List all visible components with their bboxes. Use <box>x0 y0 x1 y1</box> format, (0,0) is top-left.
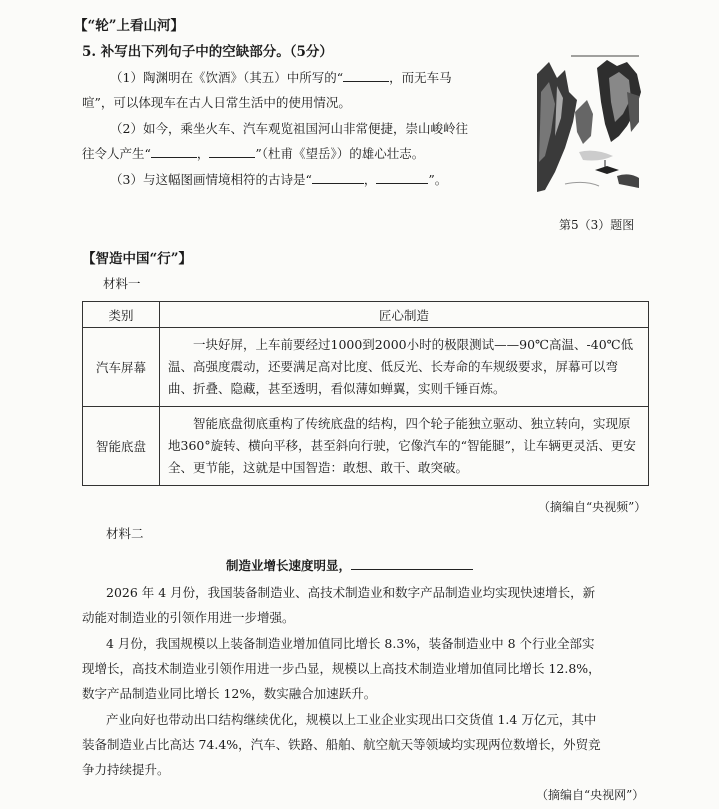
table-cell-text: 智能底盘彻底重构了传统底盘的结构，四个轮子能独立驱动、独立转向，实现原地360°旋转、横向平移，甚至斜向行驶，它像汽车的“智能腿”，让车辆更灵活、更安全、更节能，这就是中国智造：敢想、敢干、敢突破。 <box>160 407 649 486</box>
question-5-title: 5. 补写出下列句子中的空缺部分。（5分） <box>82 44 333 60</box>
source-citation-2: （摘编自“央视网”） <box>536 788 645 802</box>
m2-paragraph-3-line-3: 争力持续提升。 <box>82 762 170 777</box>
q5-2-comma: ， <box>196 146 210 161</box>
table-header-category: 类别 <box>83 302 160 328</box>
answer-blank[interactable] <box>209 145 255 158</box>
q5-2-line1: （2）如今，乘坐火车、汽车观览祖国河山非常便捷，崇山峻岭往 <box>110 121 468 136</box>
q5-2-text-c: ”（杜甫《望岳》）的雄心壮志。 <box>255 146 425 161</box>
m2-paragraph-3-line-2: 装备制造业占比高达 74.4%，汽车、铁路、船舶、航空航天等领域均实现两位数增长，外贸竞 <box>82 737 601 752</box>
answer-blank[interactable] <box>351 557 473 570</box>
q5-1-text-b: ，而无车马 <box>389 70 452 85</box>
table-header-content: 匠心制造 <box>160 302 649 328</box>
material-1-table <box>82 301 649 486</box>
m2-paragraph-2-line-2: 现增长，高技术制造业引领作用进一步凸显，规模以上高技术制造业增加值同比增长 12.8%， <box>82 661 601 676</box>
section-heading-lun: 【“轮”上看山河】 <box>74 18 185 34</box>
landscape-painting-image <box>535 52 643 202</box>
table-row <box>83 407 649 486</box>
q5-2-text-a: 往令人产生“ <box>82 146 151 161</box>
material-2-title <box>226 556 473 574</box>
source-citation-1: （摘编自“央视频”） <box>538 500 647 514</box>
q5-2-line2 <box>82 144 424 162</box>
table-row <box>83 328 649 407</box>
q5-1-line1 <box>110 68 452 86</box>
answer-blank[interactable] <box>376 171 428 184</box>
q5-3-comma: ， <box>363 172 377 187</box>
table-header-row <box>83 302 649 328</box>
m2-paragraph-3-line-1: 产业向好也带动出口结构继续优化，规模以上工业企业实现出口交货值 1.4 万亿元，其中 <box>106 712 597 727</box>
m2-paragraph-2-line-3: 数字产品制造业同比增长 12%，数实融合加速跃升。 <box>82 686 377 701</box>
q5-3-line <box>110 170 447 188</box>
material-2-label: 材料二 <box>106 526 144 541</box>
answer-blank[interactable] <box>343 69 389 82</box>
q5-1-line2: 喧”，可以体现车在古人日常生活中的使用情况。 <box>82 95 351 110</box>
m2-paragraph-2-line-1: 4 月份，我国规模以上装备制造业增加值同比增长 8.3%，装备制造业中 8 个行业全部实 <box>106 636 595 651</box>
table-cell-category: 智能底盘 <box>83 407 160 486</box>
answer-blank[interactable] <box>151 145 197 158</box>
table-cell-category: 汽车屏幕 <box>83 328 160 407</box>
m2-paragraph-1-line-1: 2026 年 4 月份，我国装备制造业、高技术制造业和数字产品制造业均实现快速增长，新 <box>106 585 596 600</box>
answer-blank[interactable] <box>312 171 364 184</box>
figure-caption: 第5（3）题图 <box>559 218 635 232</box>
q5-3-text-a: （3）与这幅图画情境相符的古诗是“ <box>110 172 312 187</box>
section-heading-zhizao: 【智造中国“行”】 <box>82 251 193 267</box>
material-2-title-text: 制造业增长速度明显， <box>226 558 352 573</box>
q5-1-text-a: （1）陶渊明在《饮酒》（其五）中所写的“ <box>110 70 344 85</box>
m2-paragraph-1-line-2: 动能对制造业的引领作用进一步增强。 <box>82 610 295 625</box>
table-cell-text: 一块好屏，上车前要经过1000到2000小时的极限测试——90℃高温、-40℃低温、高强度震动，还要满足高对比度、低反光、长寿命的车规级要求，屏幕可以弯曲、折叠、隐藏，甚至透明，看似薄如蝉翼，实则千锤百炼。 <box>160 328 649 407</box>
material-1-label: 材料一 <box>103 276 141 291</box>
q5-3-text-c: ”。 <box>428 172 448 187</box>
